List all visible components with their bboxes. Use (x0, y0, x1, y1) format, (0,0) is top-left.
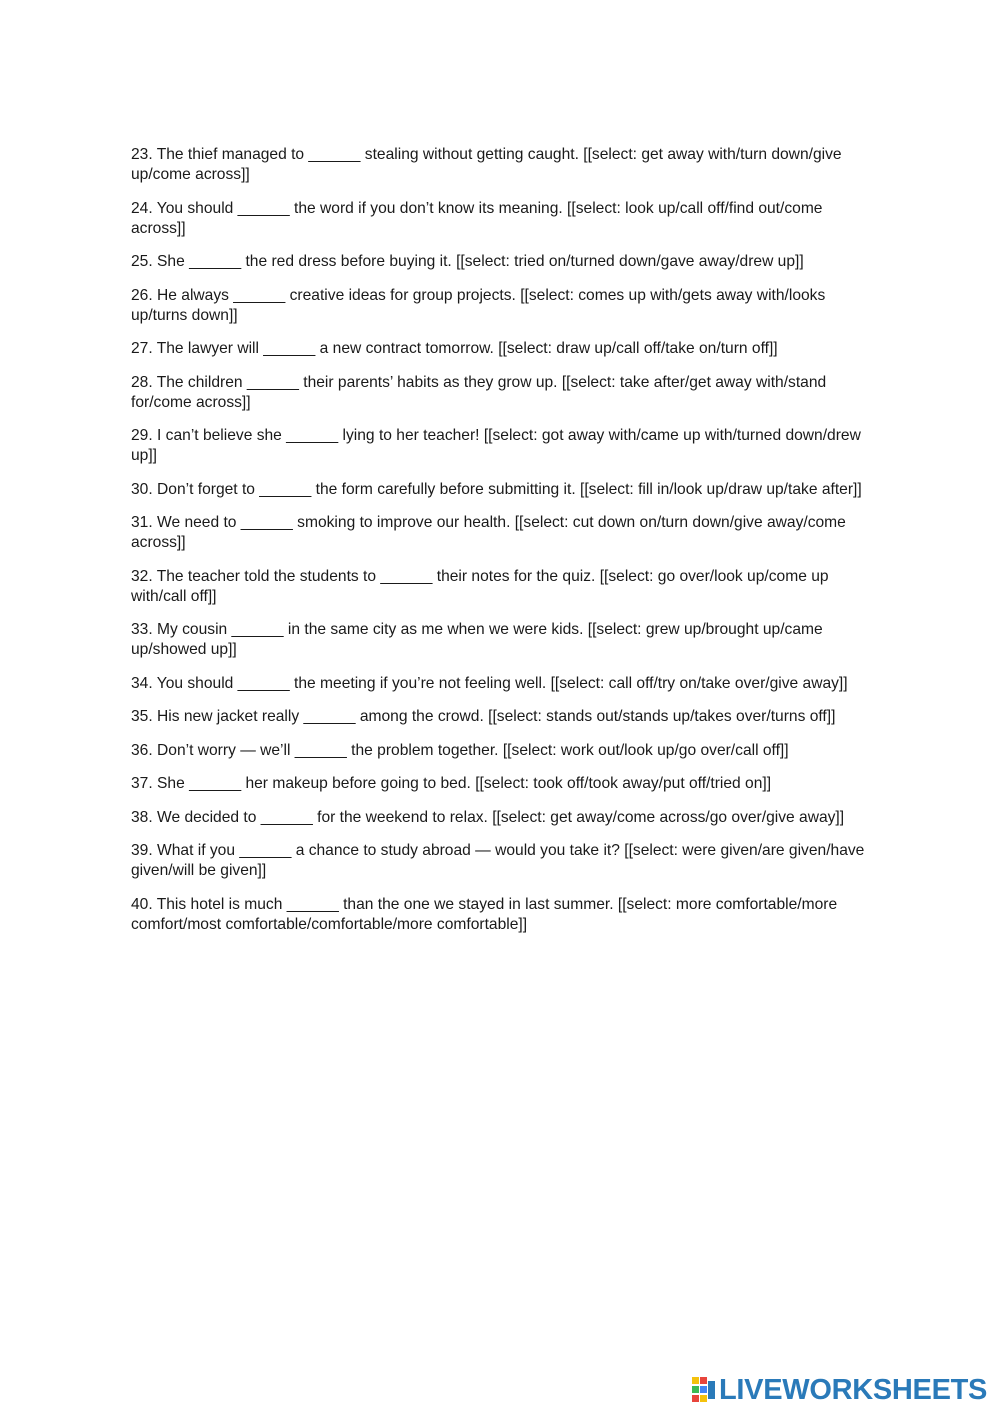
question-29: 29. I can’t believe she ______ lying to her teacher! [[select: got away with/came up with/turned down/drew up]] (131, 427, 861, 464)
question-23: 23. The thief managed to ______ stealing without getting caught. [[select: get away with/turn down/give up/come across]] (131, 146, 842, 183)
question-32: 32. The teacher told the students to ______ their notes for the quiz. [[select: go over/look up/come up with/call off]] (131, 567, 829, 605)
question-28: 28. The children ______ their parents’ habits as they grow up. [[select: take after/get away with/stand for/come across]] (131, 373, 827, 411)
question-39: 39. What if you ______ a chance to study abroad — would you take it? [[select: were given/are given/have given/will be given]] (131, 842, 865, 879)
question-35: 35. His new jacket really ______ among the crowd. [[select: stands out/stands up/takes over/turns off]] (131, 708, 836, 725)
question-37: 37. She ______ her makeup before going to bed. [[select: took off/took away/put off/tried on]] (131, 775, 772, 792)
worksheet-questions (131, 145, 876, 948)
question-40: 40. This hotel is much ______ than the one we stayed in last summer. [[select: more comfortable/more comfort/most comfortable/comfortable/more comfortable]] (131, 895, 838, 933)
question-30: 30. Don’t forget to ______ the form carefully before submitting it. [[select: fill in/look up/draw up/take after]] (131, 480, 862, 498)
question-38: 38. We decided to ______ for the weekend to relax. [[select: get away/come across/go over/give away]] (131, 808, 845, 826)
question-27: 27. The lawyer will ______ a new contract tomorrow. [[select: draw up/call off/take on/turn off]] (131, 340, 778, 357)
question-31: 31. We need to ______ smoking to improve our health. [[select: cut down on/turn down/give away/come across]] (131, 514, 846, 551)
question-25: 25. She ______ the red dress before buying it. [[select: tried on/turned down/gave away/drew up]] (131, 253, 804, 270)
question-34: 34. You should ______ the meeting if you’re not feeling well. [[select: call off/try on/take over/give away]] (131, 674, 848, 692)
question-33: 33. My cousin ______ in the same city as me when we were kids. [[select: grew up/brought up/came up/showed up]] (131, 621, 823, 658)
question-26: 26. He always ______ creative ideas for group projects. [[select: comes up with/gets away with/looks up/turns down]] (131, 286, 826, 324)
liveworksheets-logo-icon (692, 1377, 716, 1403)
question-36: 36. Don’t worry — we’ll ______ the problem together. [[select: work out/look up/go over/call off]] (131, 741, 789, 759)
liveworksheets-brand (692, 1374, 987, 1406)
question-24: 24. You should ______ the word if you don’t know its meaning. [[select: look up/call off/find out/come across]] (131, 199, 823, 237)
brand-name: LIVEWORKSHEETS (719, 1374, 988, 1406)
